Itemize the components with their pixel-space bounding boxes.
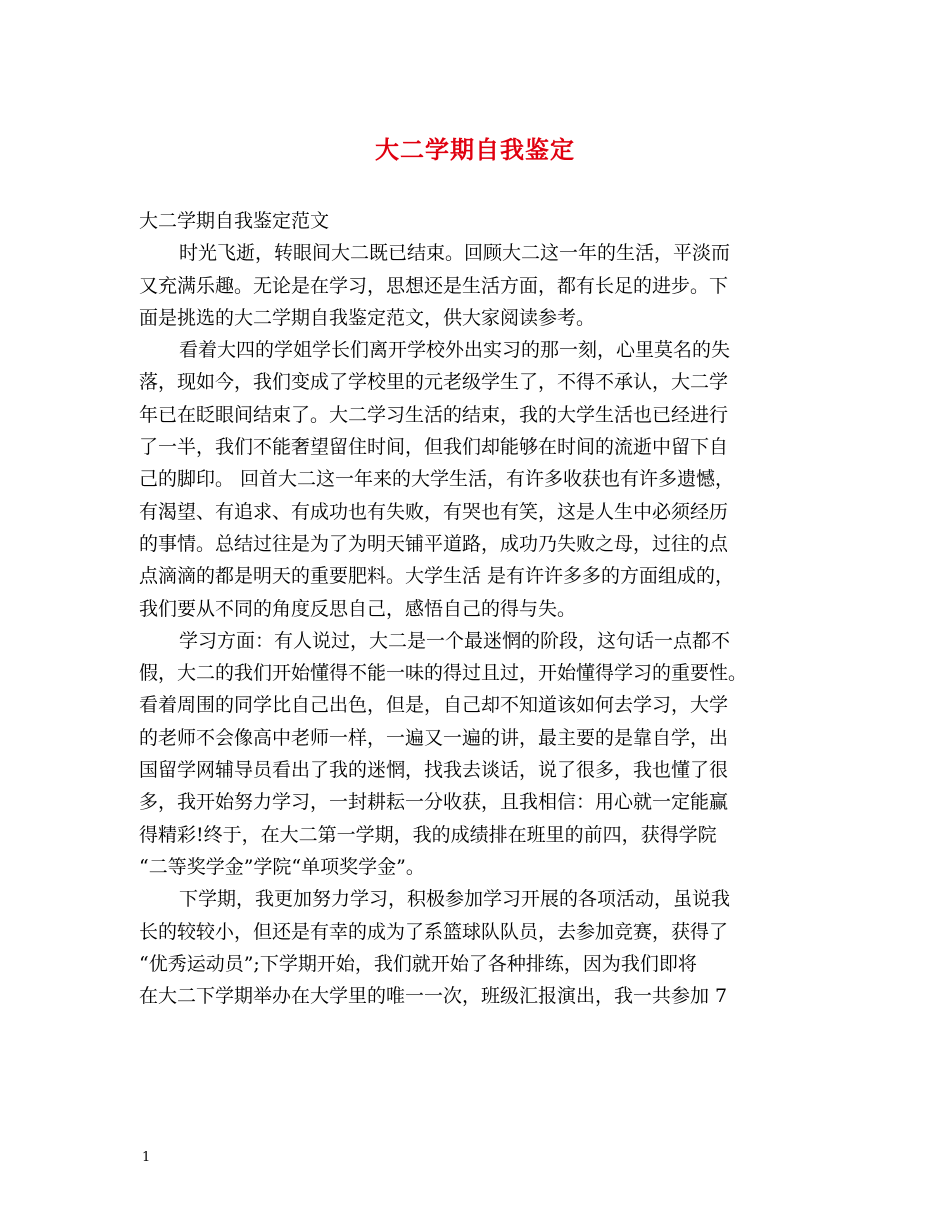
paragraph-line: 我们要从不同的角度反思自己，感悟自己的得与失。	[139, 597, 577, 620]
document-body	[139, 205, 819, 1012]
page-number: 1	[142, 1150, 151, 1165]
paragraph-line: 己的脚印。 回首大二这一年来的大学生活，有许多收获也有许多遗憾，	[139, 468, 735, 491]
paragraph-line: 了一半，我们不能奢望留住时间，但我们却能够在时间的流逝中留下自	[139, 436, 729, 459]
paragraph-line: 又充满乐趣。无论是在学习，思想还是生活方面，都有长足的进步。下	[139, 274, 729, 297]
paragraph-line: 多，我开始努力学习，一封耕耘一分收获，且我相信：用心就一定能赢	[139, 791, 729, 814]
paragraph-line: 落，现如今，我们变成了学校里的元老级学生了，不得不承认，大二学	[139, 371, 729, 394]
paragraph-line: 在大二下学期举办在大学里的唯一一次，班级汇报演出，我一共参加 7	[139, 985, 728, 1008]
paragraph-line: 的事情。总结过往是为了为明天铺平道路，成功乃失败之母，过往的点	[139, 532, 729, 555]
paragraph-line: 长的较较小，但还是有幸的成为了系篮球队队员，去参加竞赛，获得了	[139, 920, 729, 943]
paragraph-line: 年已在眨眼间结束了。大二学习生活的结束，我的大学生活也已经进行	[139, 403, 729, 426]
paragraph-line: 点滴滴的都是明天的重要肥料。大学生活 是有许许多多的方面组成的，	[139, 565, 735, 588]
paragraph-line: 假，大二的我们开始懂得不能一味的得过且过，开始懂得学习的重要性。	[139, 662, 748, 685]
paragraph-line: 有渴望、有追求、有成功也有失败，有哭也有笑，这是人生中必须经历	[139, 500, 729, 523]
paragraph-line: “二等奖学金”学院“单项奖学金”。	[139, 855, 425, 878]
paragraph-line: 国留学网辅导员看出了我的迷惘，找我去谈话，说了很多，我也懂了很	[139, 759, 729, 782]
paragraph-line: 学习方面：有人说过，大二是一个最迷惘的阶段，这句话一点都不	[179, 629, 731, 652]
paragraph-line: 下学期，我更加努力学习，积极参加学习开展的各项活动，虽说我	[179, 888, 731, 911]
paragraph-line: 得精彩!终于，在大二第一学期，我的成绩排在班里的前四，获得学院	[139, 823, 717, 846]
paragraph-line: 看着大四的学姐学长们离开学校外出实习的那一刻，心里莫名的失	[179, 339, 731, 362]
paragraph-line: 看着周围的同学比自己出色，但是，自己却不知道该如何去学习，大学	[139, 694, 729, 717]
paragraph-line: “优秀运动员”;下学期开始，我们就开始了各种排练，因为我们即将	[139, 952, 697, 975]
document-title: 大二学期自我鉴定	[375, 135, 575, 164]
paragraph-line: 时光飞逝，转眼间大二既已结束。回顾大二这一年的生活，平淡而	[179, 242, 731, 265]
paragraph-line: 面是挑选的大二学期自我鉴定范文，供大家阅读参考。	[139, 306, 596, 329]
paragraph-line: 的老师不会像高中老师一样，一遍又一遍的讲，最主要的是靠自学，出	[139, 726, 729, 749]
subtitle-line: 大二学期自我鉴定范文	[139, 210, 330, 232]
